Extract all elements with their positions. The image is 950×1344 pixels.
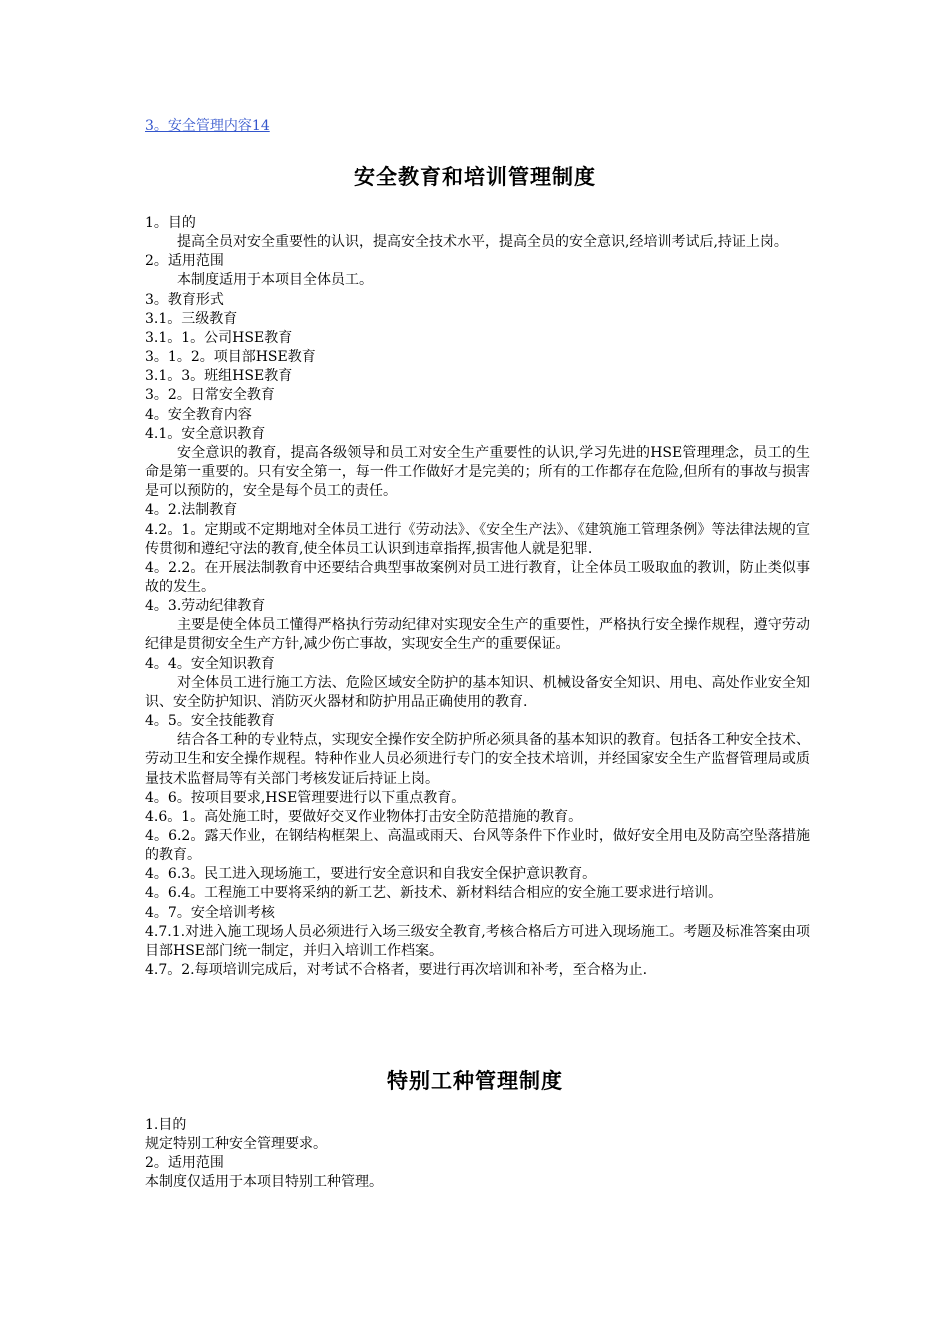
paragraph: 4.7.1.对进入施工现场人员必须进行入场三级安全教育,考核合格后方可进入现场施工。考题及标准答案由项目部HSE部门统一制定，并归入培训工作档案。 <box>145 923 810 959</box>
paragraph: 对全体员工进行施工方法、危险区域安全防护的基本知识、机械设备安全知识、用电、高处作业安全知识、安全防护知识、消防灭火器材和防护用品正确使用的教育. <box>145 674 810 710</box>
toc-link[interactable]: 3。安全管理内容14 <box>145 118 270 134</box>
section-body-special-trades <box>145 1116 810 1192</box>
paragraph: 安全意识的教育，提高各级领导和员工对安全生产重要性的认识,学习先进的HSE管理理念，员工的生命是第一重要的。只有安全第一，每一件工作做好才是完美的；所有的工作都存在危险,但所有的事故与损害是可以预防的，安全是每个员工的责任。 <box>145 444 810 500</box>
paragraph: 本制度仅适用于本项目特别工种管理。 <box>145 1174 383 1190</box>
paragraph: 4.6。1。高处施工时，要做好交叉作业物体打击安全防范措施的教育。 <box>145 808 583 825</box>
paragraph: 结合各工种的专业特点，实现安全操作安全防护所必须具备的基本知识的教育。包括各工种安全技术、劳动卫生和安全操作规程。特种作业人员必须进行专门的安全技术培训，并经国家安全生产监督管理局或质量技术监督局等有关部门考核发证后持证上岗。 <box>145 732 810 787</box>
paragraph: 4。3.劳动纪律教育 <box>145 598 266 615</box>
section-title-special-trades: 特别工种管理制度 <box>387 1069 563 1093</box>
paragraph: 3.1。3。班组HSE教育 <box>145 368 293 385</box>
paragraph: 4。6。按项目要求,HSE管理要进行以下重点教育。 <box>145 789 466 806</box>
paragraph: 4。7。安全培训考核 <box>145 904 275 921</box>
paragraph: 4.7。2.每项培训完成后，对考试不合格者，要进行再次培训和补考，至合格为止. <box>145 962 648 979</box>
paragraph: 3.1。1。公司HSE教育 <box>145 329 293 346</box>
paragraph: 3。教育形式 <box>145 291 224 308</box>
paragraph: 4。4。安全知识教育 <box>145 655 275 672</box>
paragraph: 2。适用范围 <box>145 253 224 270</box>
paragraph: 主要是使全体员工懂得严格执行劳动纪律对实现安全生产的重要性，严格执行安全操作规程，遵守劳动纪律是贯彻安全生产方针,减少伤亡事故，实现安全生产的重要保证。 <box>145 617 810 653</box>
paragraph: 2。适用范围 <box>145 1155 224 1171</box>
paragraph: 1.目的 <box>145 1117 187 1133</box>
paragraph: 1。目的 <box>145 215 196 231</box>
paragraph: 4.2。1。定期或不定期地对全体员工进行《劳动法》、《安全生产法》、《建筑施工管理条例》等法律法规的宣传贯彻和遵纪守法的教育,使全体员工认识到违章指挥,损害他人就是犯罪. <box>145 521 810 557</box>
paragraph: 3.1。三级教育 <box>145 310 238 327</box>
section-title-safety-education: 安全教育和培训管理制度 <box>354 165 596 189</box>
paragraph: 规定特别工种安全管理要求。 <box>145 1136 327 1152</box>
paragraph: 4。2.法制教育 <box>145 502 238 519</box>
paragraph: 4。2.2。在开展法制教育中还要结合典型事故案例对员工进行教育，让全体员工吸取血的教训，防止类似事故的发生。 <box>145 559 810 595</box>
paragraph: 4.1。安全意识教育 <box>145 425 266 442</box>
paragraph: 4。6.2。露天作业，在钢结构框架上、高温或雨天、台风等条件下作业时，做好安全用电及防高空坠落措施的教育。 <box>145 828 810 864</box>
paragraph: 4。5。安全技能教育 <box>145 713 275 730</box>
paragraph: 本制度适用于本项目全体员工。 <box>177 272 373 289</box>
paragraph: 3。1。2。项目部HSE教育 <box>145 349 316 366</box>
paragraph: 4。6.4。工程施工中要将采纳的新工艺、新技术、新材料结合相应的安全施工要求进行培训。 <box>145 885 723 902</box>
paragraph: 4。6.3。民工进入现场施工，要进行安全意识和自我安全保护意识教育。 <box>145 866 597 883</box>
paragraph: 提高全员对安全重要性的认识，提高安全技术水平，提高全员的安全意识,经培训考试后,持证上岗。 <box>177 234 788 251</box>
section-body-safety-education <box>145 214 810 980</box>
paragraph: 4。安全教育内容 <box>145 406 252 423</box>
paragraph: 3。2。日常安全教育 <box>145 387 275 404</box>
